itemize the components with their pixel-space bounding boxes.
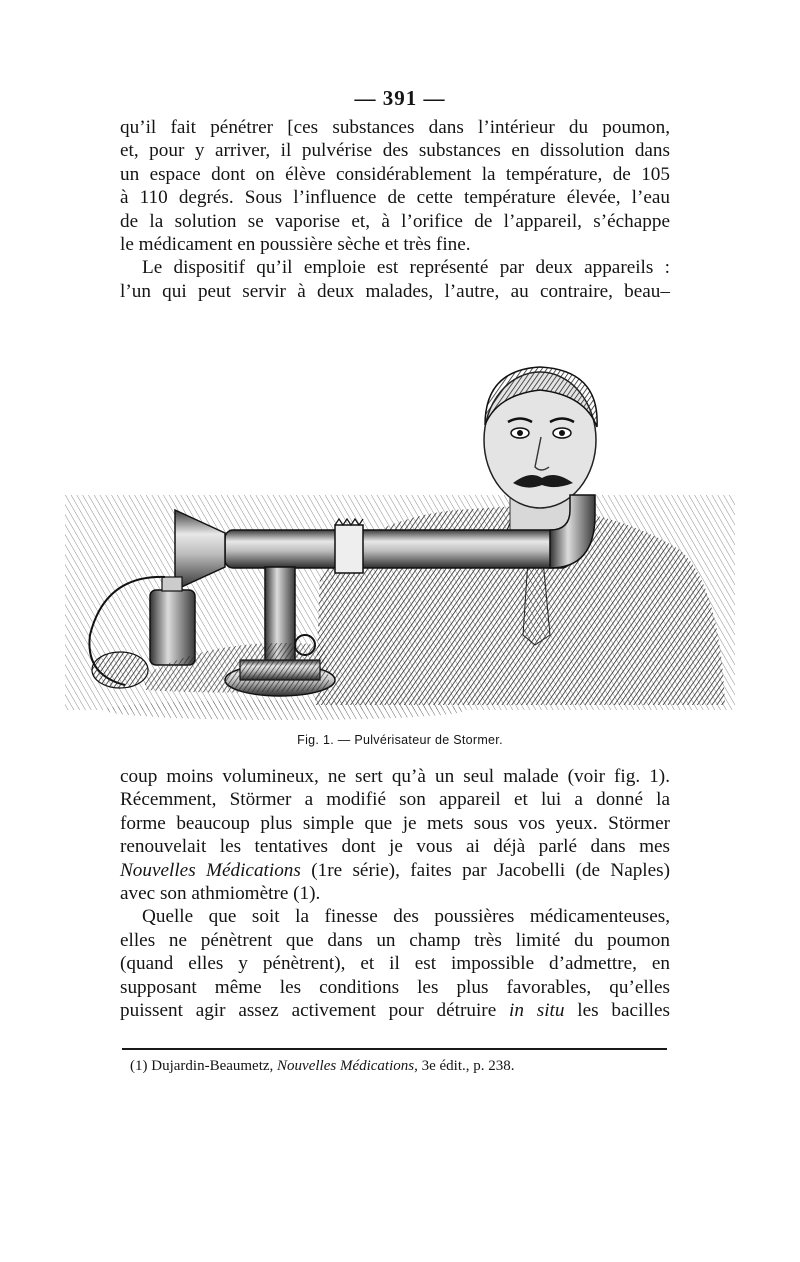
tube-main bbox=[225, 530, 570, 568]
text-line: coup moins volumineux, ne sert qu’à un seul malade (voir fig. 1). bbox=[120, 766, 670, 787]
text-line: qu’il fait pénétrer [ces substances dans l’intérieur du poumon, bbox=[120, 117, 670, 138]
text-line: Récemment, Störmer a modifié son appareil et lui a donné la bbox=[120, 789, 670, 811]
text-span: les bacilles bbox=[564, 1000, 670, 1022]
text-line: à 110 degrés. Sous l’influence de cette température élevée, l’eau bbox=[120, 187, 670, 209]
hand bbox=[92, 652, 148, 688]
pulverizer-engraving bbox=[65, 345, 735, 720]
footnote bbox=[130, 1056, 670, 1076]
text-line: renouvelait les tentatives dont je vous ai déjà parlé dans mes bbox=[120, 836, 670, 858]
text-line: le médicament en poussière sèche et très fine. bbox=[120, 234, 471, 256]
bottle bbox=[150, 590, 195, 665]
footnote-divider bbox=[122, 1048, 667, 1050]
text-span: puissent agir assez activement pour détruire bbox=[120, 1000, 510, 1022]
footnote-rest: , 3e édit., p. 238. bbox=[414, 1058, 515, 1074]
text-line bbox=[120, 999, 670, 1022]
text-line: supposant même les conditions les plus favorables, qu’elles bbox=[120, 976, 670, 998]
footnote-title: Nouvelles Médications bbox=[277, 1058, 415, 1074]
page-number: — 391 — bbox=[354, 86, 446, 110]
footnote-author: Dujardin-Beaumetz, bbox=[151, 1058, 278, 1074]
text-line: l’un qui peut servir à deux malades, l’autre, au contraire, beau– bbox=[120, 280, 670, 302]
text-line bbox=[120, 859, 670, 882]
paragraph-bottom bbox=[120, 765, 670, 1022]
italic-title: Nouvelles Médications bbox=[120, 859, 301, 881]
text-span: (1re série), faites par Jacobelli (de Naples) bbox=[300, 859, 671, 881]
text-line: elles ne pénètrent que dans un champ très limité du poumon bbox=[120, 929, 670, 951]
footnote-marker: (1) bbox=[130, 1058, 152, 1074]
text-line: de la solution se vaporise et, à l’orifice de l’appareil, s’échappe bbox=[120, 210, 670, 232]
figure-illustration bbox=[65, 345, 735, 720]
tube-ring bbox=[335, 525, 363, 573]
figure-caption: Fig. 1. — Pulvérisateur de Stormer. bbox=[297, 733, 503, 747]
text-line: et, pour y arriver, il pulvérise des substances en dissolution dans bbox=[120, 140, 670, 162]
text-line: avec son athmiomètre (1). bbox=[120, 883, 321, 905]
text-line: forme beaucoup plus simple que je mets sous vos yeux. Störmer bbox=[120, 812, 670, 834]
text-line: (quand elles y pénètrent), et il est impossible d’admettre, en bbox=[120, 953, 670, 975]
table bbox=[105, 700, 465, 720]
text-line: Le dispositif qu’il emploie est représenté par deux appareils : bbox=[142, 257, 670, 279]
paragraph-top bbox=[120, 116, 670, 303]
text-line: un espace dont on élève considérablement la température, de 105 bbox=[120, 163, 670, 185]
italic-phrase: in situ bbox=[509, 1000, 565, 1022]
text-line: Quelle que soit la finesse des poussières médicamenteuses, bbox=[142, 906, 670, 928]
